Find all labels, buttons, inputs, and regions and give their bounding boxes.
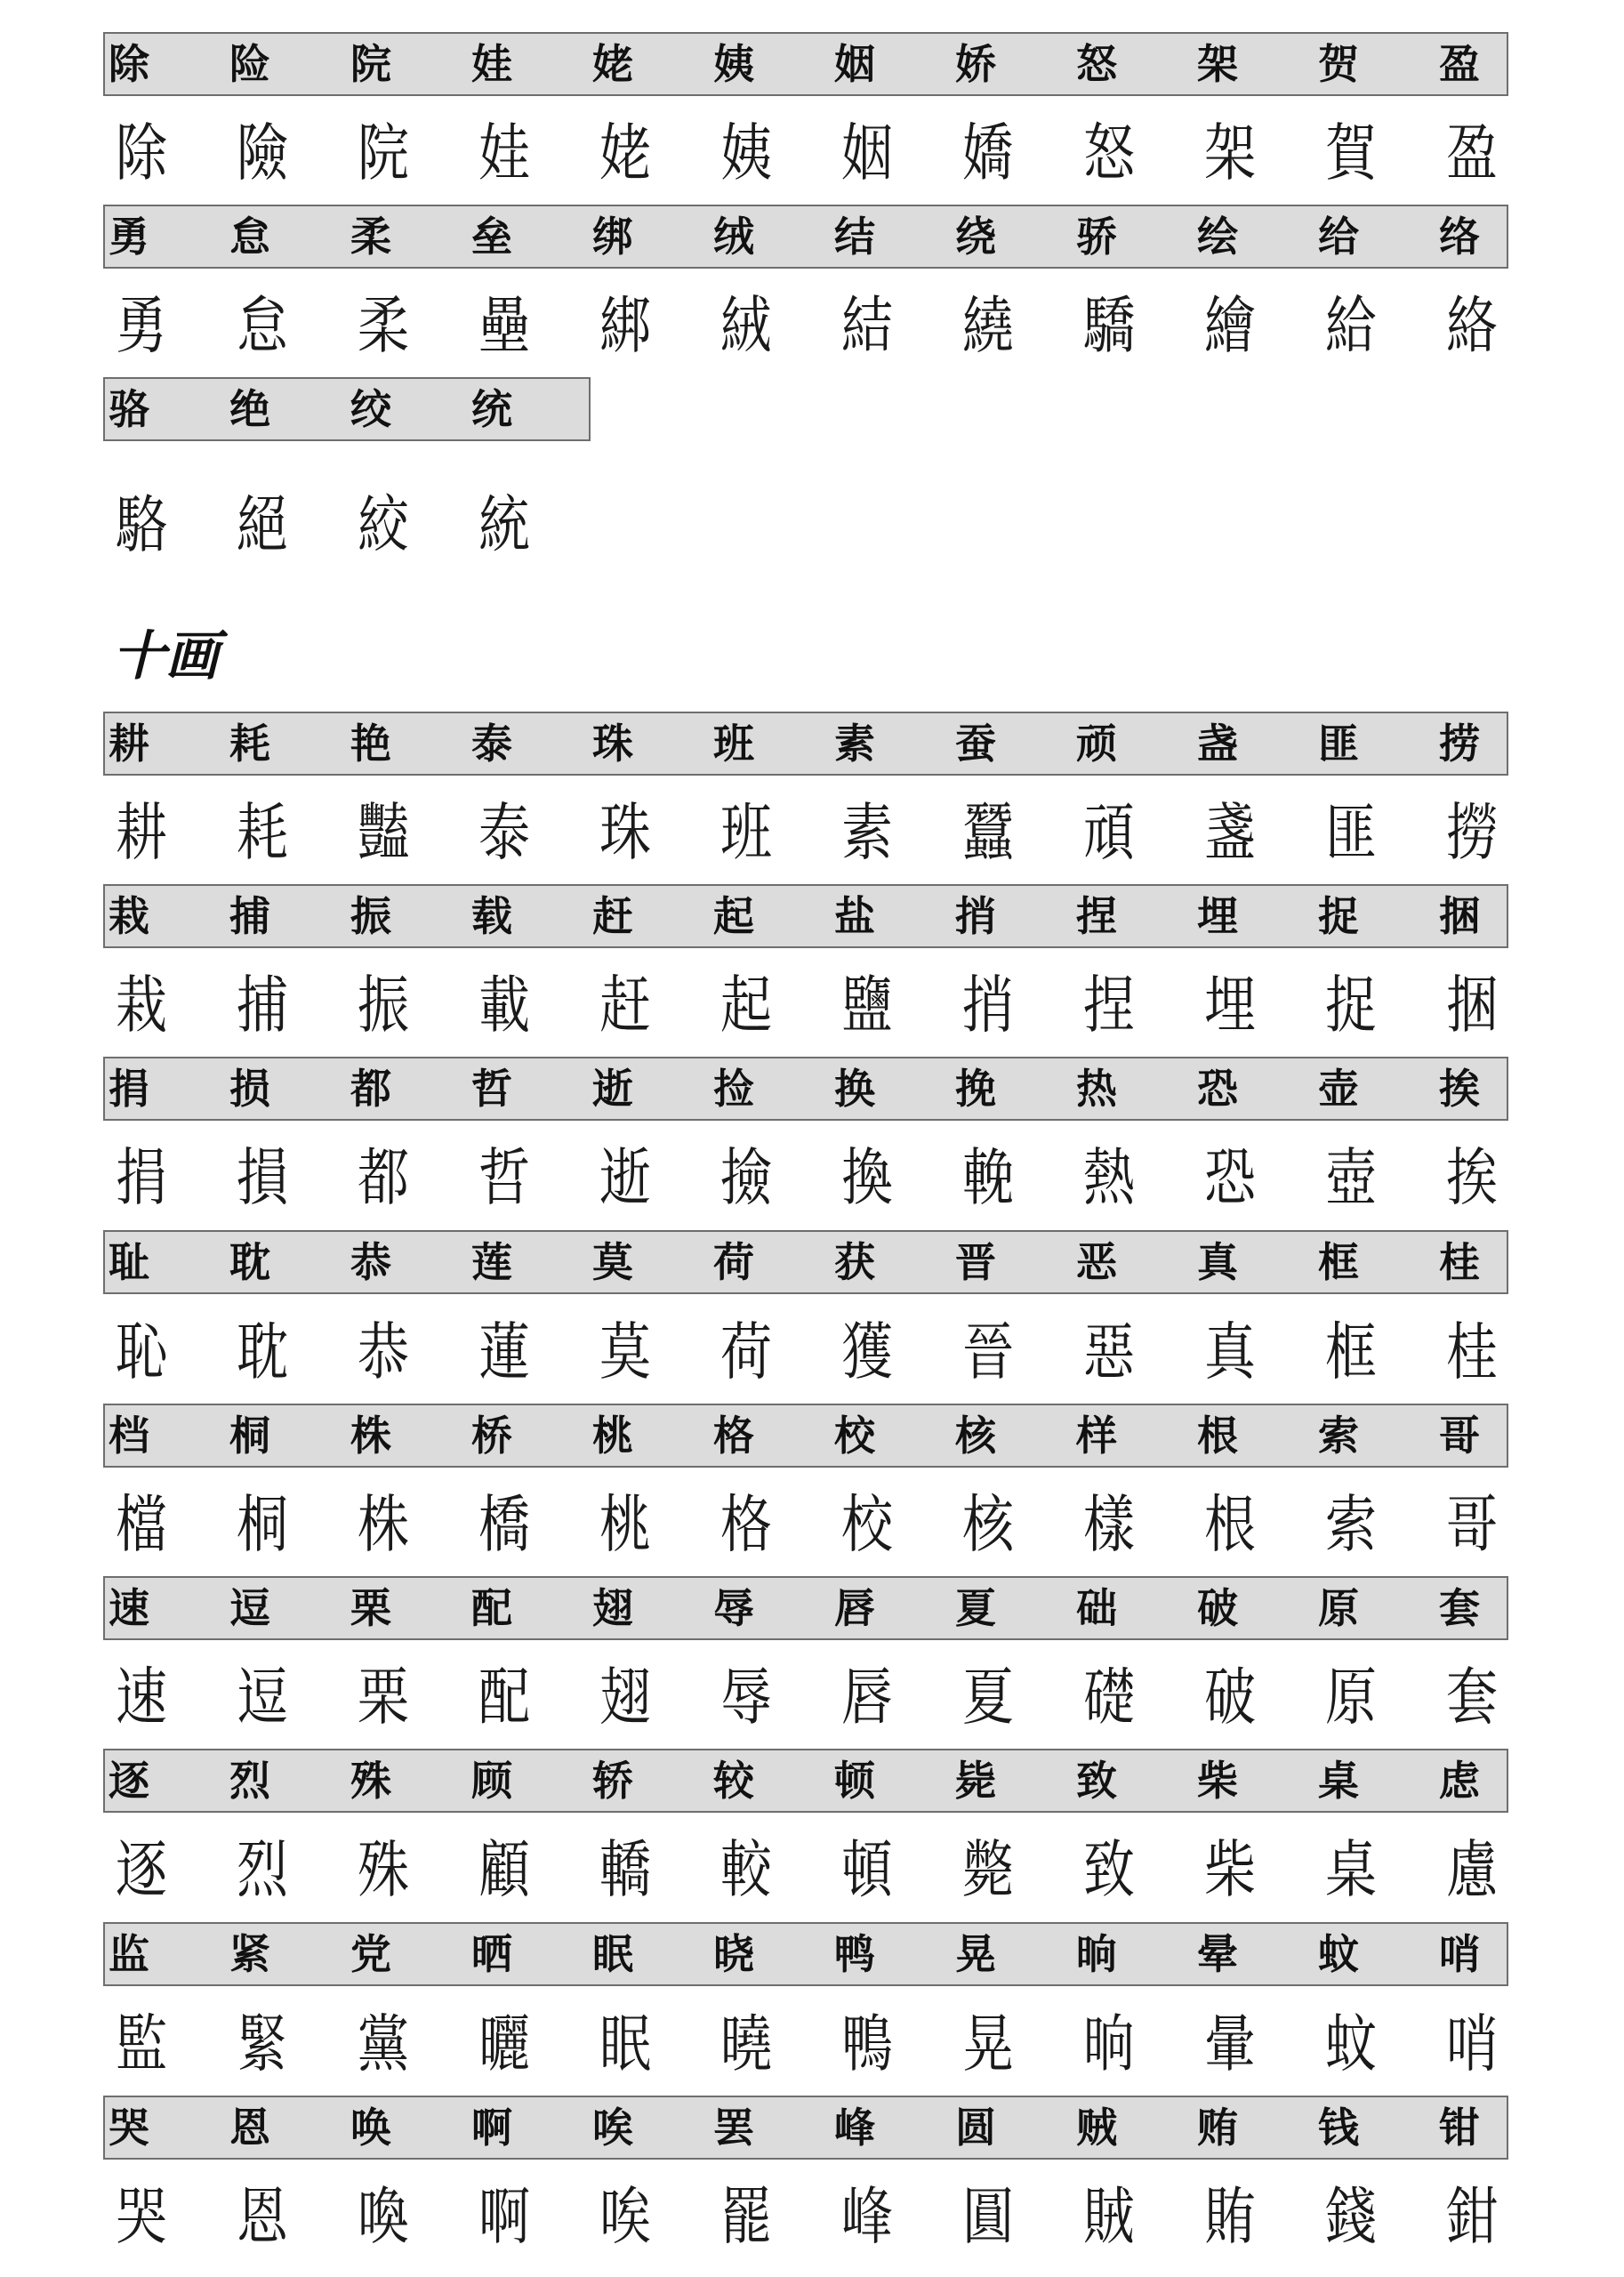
seal-script-character: 珠 [599, 796, 650, 869]
modern-character: 逝 [592, 1065, 633, 1113]
seal-script-row [103, 788, 1508, 877]
modern-character: 络 [1439, 213, 1480, 261]
modern-character: 绞 [350, 385, 391, 433]
seal-script-character: 翅 [599, 1661, 650, 1734]
seal-script-character: 罷 [720, 2180, 771, 2253]
modern-character: 恭 [350, 1238, 391, 1286]
seal-script-character: 柴 [1204, 1833, 1255, 1906]
modern-character: 娃 [471, 40, 512, 88]
modern-character: 怠 [229, 213, 270, 261]
seal-script-character: 索 [1325, 1488, 1376, 1561]
modern-character: 勇 [109, 213, 149, 261]
modern-character: 钳 [1439, 2104, 1480, 2152]
seal-script-character: 素 [841, 796, 892, 869]
seal-script-character: 勇 [116, 289, 166, 362]
modern-character: 素 [834, 720, 875, 768]
seal-script-row [103, 961, 1508, 1050]
character-header-row [103, 1057, 1508, 1121]
modern-character: 唇 [834, 1584, 875, 1632]
seal-script-character: 破 [1204, 1661, 1255, 1734]
modern-character: 格 [713, 1412, 754, 1460]
seal-script-character: 嬌 [962, 117, 1013, 189]
character-header-row [103, 2096, 1508, 2160]
modern-character: 紧 [229, 1930, 270, 1978]
modern-character: 烈 [229, 1757, 270, 1805]
modern-character: 顾 [471, 1757, 512, 1805]
seal-script-character: 恥 [116, 1316, 166, 1388]
modern-character: 原 [1318, 1584, 1359, 1632]
modern-character: 核 [955, 1412, 996, 1460]
character-header-row [103, 205, 1508, 269]
modern-character: 哭 [109, 2104, 149, 2152]
seal-script-character: 繞 [962, 289, 1013, 362]
seal-script-character: 逗 [237, 1661, 287, 1734]
seal-script-character: 栗 [358, 1661, 408, 1734]
modern-character: 监 [109, 1930, 149, 1978]
character-header-row [103, 377, 591, 441]
modern-character: 捆 [1439, 892, 1480, 940]
seal-script-character: 撈 [1446, 796, 1497, 869]
seal-script-character: 較 [720, 1833, 771, 1906]
modern-character: 获 [834, 1238, 875, 1286]
seal-script-character: 撿 [720, 1141, 771, 1214]
modern-character: 晌 [1076, 1930, 1117, 1978]
seal-script-character: 赶 [599, 969, 650, 1042]
seal-script-character: 樣 [1083, 1488, 1134, 1561]
modern-character: 蚊 [1318, 1930, 1359, 1978]
modern-character: 垒 [471, 213, 512, 261]
modern-character: 娇 [955, 40, 996, 88]
seal-script-character: 顧 [478, 1833, 529, 1906]
seal-script-character: 捎 [962, 969, 1013, 1042]
seal-script-character: 框 [1325, 1316, 1376, 1388]
seal-script-character: 株 [358, 1488, 408, 1561]
modern-character: 株 [350, 1412, 391, 1460]
modern-character: 桌 [1318, 1757, 1359, 1805]
seal-script-character: 挨 [1446, 1141, 1497, 1214]
modern-character: 鸭 [834, 1930, 875, 1978]
seal-script-character: 配 [478, 1661, 529, 1734]
modern-character: 顿 [834, 1757, 875, 1805]
modern-character: 起 [713, 892, 754, 940]
modern-character: 顽 [1076, 720, 1117, 768]
modern-character: 耽 [229, 1238, 270, 1286]
modern-character: 泰 [471, 720, 512, 768]
seal-script-character: 壘 [478, 289, 529, 362]
section-title: 十画 [112, 625, 219, 688]
modern-character: 班 [713, 720, 754, 768]
seal-script-character: 捐 [116, 1141, 166, 1214]
seal-script-character: 根 [1204, 1488, 1255, 1561]
seal-script-character: 絡 [1446, 289, 1497, 362]
modern-character: 档 [109, 1412, 149, 1460]
seal-script-character: 振 [358, 969, 408, 1042]
seal-script-character: 速 [116, 1661, 166, 1734]
modern-character: 逐 [109, 1757, 149, 1805]
modern-character: 捞 [1439, 720, 1480, 768]
seal-script-character: 怒 [1083, 117, 1134, 189]
character-header-row [103, 1576, 1508, 1640]
modern-character: 辱 [713, 1584, 754, 1632]
seal-script-character: 姥 [599, 117, 650, 189]
modern-character: 索 [1318, 1412, 1359, 1460]
modern-character: 姨 [713, 40, 754, 88]
modern-character: 绕 [955, 213, 996, 261]
seal-script-character: 唉 [599, 2180, 650, 2253]
seal-script-character: 套 [1446, 1661, 1497, 1734]
seal-script-character: 殊 [358, 1833, 408, 1906]
seal-script-character: 桌 [1325, 1833, 1376, 1906]
seal-script-row [103, 281, 1508, 370]
seal-script-character: 致 [1083, 1833, 1134, 1906]
modern-character: 翅 [592, 1584, 633, 1632]
seal-script-character: 頓 [841, 1833, 892, 1906]
seal-script-character: 起 [720, 969, 771, 1042]
seal-script-character: 損 [237, 1141, 287, 1214]
modern-character: 钱 [1318, 2104, 1359, 2152]
modern-character: 唉 [592, 2104, 633, 2152]
modern-character: 样 [1076, 1412, 1117, 1460]
modern-character: 捡 [713, 1065, 754, 1113]
modern-character: 破 [1197, 1584, 1238, 1632]
seal-script-character: 黨 [358, 2007, 408, 2080]
seal-script-character: 桂 [1446, 1316, 1497, 1388]
modern-character: 柔 [350, 213, 391, 261]
modern-character: 根 [1197, 1412, 1238, 1460]
modern-character: 姥 [592, 40, 633, 88]
modern-character: 贿 [1197, 2104, 1238, 2152]
modern-character: 绘 [1197, 213, 1238, 261]
modern-character: 挽 [955, 1065, 996, 1113]
seal-script-character: 班 [720, 796, 771, 869]
modern-character: 晒 [471, 1930, 512, 1978]
seal-script-character: 核 [962, 1488, 1013, 1561]
modern-character: 虑 [1439, 1757, 1480, 1805]
modern-character: 配 [471, 1584, 512, 1632]
seal-script-character: 駱 [116, 488, 166, 561]
seal-script-character: 監 [116, 2007, 166, 2080]
seal-script-character: 錢 [1325, 2180, 1376, 2253]
seal-script-character: 盞 [1204, 796, 1255, 869]
seal-script-character: 逝 [599, 1141, 650, 1214]
modern-character: 套 [1439, 1584, 1480, 1632]
seal-script-character: 頑 [1083, 796, 1134, 869]
modern-character: 哲 [471, 1065, 512, 1113]
seal-script-character: 捆 [1446, 969, 1497, 1042]
seal-script-character: 烈 [237, 1833, 287, 1906]
seal-script-character: 暈 [1204, 2007, 1255, 2080]
modern-character: 圆 [955, 2104, 996, 2152]
modern-character: 绝 [229, 385, 270, 433]
seal-script-character: 娃 [478, 117, 529, 189]
modern-character: 统 [471, 385, 512, 433]
seal-script-row [103, 1999, 1508, 2088]
character-header-row [103, 712, 1508, 776]
modern-character: 埋 [1197, 892, 1238, 940]
modern-character: 较 [713, 1757, 754, 1805]
seal-script-character: 結 [841, 289, 892, 362]
seal-script-row [103, 1825, 1508, 1914]
modern-character: 都 [350, 1065, 391, 1113]
modern-character: 恶 [1076, 1238, 1117, 1286]
seal-script-character: 險 [237, 117, 287, 189]
seal-script-character: 鹽 [841, 969, 892, 1042]
seal-script-character: 恐 [1204, 1141, 1255, 1214]
modern-character: 盐 [834, 892, 875, 940]
seal-script-character: 絞 [358, 488, 408, 561]
seal-script-character: 豔 [358, 796, 408, 869]
seal-script-character: 怠 [237, 289, 287, 362]
seal-script-character: 泰 [478, 796, 529, 869]
modern-character: 真 [1197, 1238, 1238, 1286]
seal-script-character: 蓮 [478, 1316, 529, 1388]
seal-script-character: 哲 [478, 1141, 529, 1214]
modern-character: 载 [471, 892, 512, 940]
modern-character: 绑 [592, 213, 633, 261]
seal-script-row [103, 1307, 1508, 1396]
modern-character: 莫 [592, 1238, 633, 1286]
seal-script-character: 院 [358, 117, 408, 189]
seal-script-character: 耽 [237, 1316, 287, 1388]
modern-character: 振 [350, 892, 391, 940]
modern-character: 恩 [229, 2104, 270, 2152]
seal-script-character: 橋 [478, 1488, 529, 1561]
seal-script-row [103, 1133, 1508, 1222]
modern-character: 贺 [1318, 40, 1359, 88]
seal-script-row [103, 1480, 1508, 1569]
modern-character: 晓 [713, 1930, 754, 1978]
seal-script-character: 惡 [1083, 1316, 1134, 1388]
seal-script-character: 斃 [962, 1833, 1013, 1906]
modern-character: 贼 [1076, 2104, 1117, 2152]
seal-script-character: 鉗 [1446, 2180, 1497, 2253]
modern-character: 捎 [955, 892, 996, 940]
modern-character: 轿 [592, 1757, 633, 1805]
seal-script-character: 蠶 [962, 796, 1013, 869]
seal-script-character: 捉 [1325, 969, 1376, 1042]
seal-script-character: 栽 [116, 969, 166, 1042]
modern-character: 桃 [592, 1412, 633, 1460]
modern-character: 匪 [1318, 720, 1359, 768]
modern-character: 哨 [1439, 1930, 1480, 1978]
seal-script-character: 哨 [1446, 2007, 1497, 2080]
seal-script-character: 蚊 [1325, 2007, 1376, 2080]
seal-script-character: 綁 [599, 289, 650, 362]
modern-character: 结 [834, 213, 875, 261]
modern-character: 耕 [109, 720, 149, 768]
seal-script-character: 柔 [358, 289, 408, 362]
seal-script-character: 匪 [1325, 796, 1376, 869]
seal-script-character: 晉 [962, 1316, 1013, 1388]
seal-script-character: 給 [1325, 289, 1376, 362]
seal-script-character: 鴨 [841, 2007, 892, 2080]
seal-script-character: 熱 [1083, 1141, 1134, 1214]
seal-script-character: 曬 [478, 2007, 529, 2080]
seal-script-character: 耕 [116, 796, 166, 869]
seal-script-character: 曉 [720, 2007, 771, 2080]
modern-character: 换 [834, 1065, 875, 1113]
modern-character: 珠 [592, 720, 633, 768]
modern-character: 啊 [471, 2104, 512, 2152]
seal-script-character: 眠 [599, 2007, 650, 2080]
modern-character: 殊 [350, 1757, 391, 1805]
modern-character: 栗 [350, 1584, 391, 1632]
seal-script-character: 峰 [841, 2180, 892, 2253]
seal-script-character: 埋 [1204, 969, 1255, 1042]
seal-script-character: 絨 [720, 289, 771, 362]
modern-character: 莲 [471, 1238, 512, 1286]
modern-character: 捏 [1076, 892, 1117, 940]
seal-script-character: 桃 [599, 1488, 650, 1561]
modern-character: 挨 [1439, 1065, 1480, 1113]
seal-script-character: 緊 [237, 2007, 287, 2080]
seal-script-character: 礎 [1083, 1661, 1134, 1734]
character-header-row [103, 32, 1508, 96]
seal-script-character: 啊 [478, 2180, 529, 2253]
seal-script-character: 捕 [237, 969, 287, 1042]
seal-script-character: 恩 [237, 2180, 287, 2253]
modern-character: 柴 [1197, 1757, 1238, 1805]
modern-character: 致 [1076, 1757, 1117, 1805]
character-header-row [103, 1749, 1508, 1813]
seal-script-character: 哭 [116, 2180, 166, 2253]
seal-script-character: 逐 [116, 1833, 166, 1906]
character-header-row [103, 1404, 1508, 1468]
seal-script-character: 賄 [1204, 2180, 1255, 2253]
seal-script-row [103, 1653, 1508, 1742]
seal-script-row [103, 480, 1508, 569]
modern-character: 校 [834, 1412, 875, 1460]
seal-script-character: 莫 [599, 1316, 650, 1388]
seal-script-character: 晌 [1083, 2007, 1134, 2080]
modern-character: 晕 [1197, 1930, 1238, 1978]
character-header-row [103, 1230, 1508, 1294]
modern-character: 捕 [229, 892, 270, 940]
seal-script-character: 壺 [1325, 1141, 1376, 1214]
modern-character: 桥 [471, 1412, 512, 1460]
modern-character: 恐 [1197, 1065, 1238, 1113]
modern-character: 热 [1076, 1065, 1117, 1113]
modern-character: 绒 [713, 213, 754, 261]
modern-character: 捉 [1318, 892, 1359, 940]
seal-script-row [103, 2172, 1508, 2261]
seal-script-character: 真 [1204, 1316, 1255, 1388]
modern-character: 艳 [350, 720, 391, 768]
seal-script-character: 轎 [599, 1833, 650, 1906]
seal-script-character: 耗 [237, 796, 287, 869]
seal-script-character: 輓 [962, 1141, 1013, 1214]
seal-script-character: 盈 [1446, 117, 1497, 189]
modern-character: 荷 [713, 1238, 754, 1286]
modern-character: 速 [109, 1584, 149, 1632]
seal-script-character: 夏 [962, 1661, 1013, 1734]
seal-script-character: 辱 [720, 1661, 771, 1734]
modern-character: 赶 [592, 892, 633, 940]
seal-script-character: 統 [478, 488, 529, 561]
modern-character: 院 [350, 40, 391, 88]
seal-script-row [103, 109, 1508, 197]
modern-character: 盈 [1439, 40, 1480, 88]
seal-script-character: 校 [841, 1488, 892, 1561]
seal-script-character: 圓 [962, 2180, 1013, 2253]
modern-character: 夏 [955, 1584, 996, 1632]
modern-character: 毙 [955, 1757, 996, 1805]
modern-character: 唤 [350, 2104, 391, 2152]
modern-character: 峰 [834, 2104, 875, 2152]
modern-character: 耗 [229, 720, 270, 768]
seal-script-character: 姨 [720, 117, 771, 189]
modern-character: 损 [229, 1065, 270, 1113]
seal-script-character: 荷 [720, 1316, 771, 1388]
modern-character: 给 [1318, 213, 1359, 261]
seal-script-character: 除 [116, 117, 166, 189]
seal-script-character: 賊 [1083, 2180, 1134, 2253]
seal-script-character: 賀 [1325, 117, 1376, 189]
seal-script-character: 驕 [1083, 289, 1134, 362]
modern-character: 哥 [1439, 1412, 1480, 1460]
modern-character: 耻 [109, 1238, 149, 1286]
modern-character: 壶 [1318, 1065, 1359, 1113]
modern-character: 罢 [713, 2104, 754, 2152]
modern-character: 姻 [834, 40, 875, 88]
seal-script-character: 原 [1325, 1661, 1376, 1734]
modern-character: 础 [1076, 1584, 1117, 1632]
modern-character: 晃 [955, 1930, 996, 1978]
modern-character: 桂 [1439, 1238, 1480, 1286]
modern-character: 怒 [1076, 40, 1117, 88]
seal-script-character: 載 [478, 969, 529, 1042]
seal-script-character: 架 [1204, 117, 1255, 189]
modern-character: 捐 [109, 1065, 149, 1113]
seal-script-character: 姻 [841, 117, 892, 189]
modern-character: 盏 [1197, 720, 1238, 768]
seal-script-character: 唇 [841, 1661, 892, 1734]
seal-script-character: 換 [841, 1141, 892, 1214]
character-header-row [103, 884, 1508, 948]
seal-script-character: 檔 [116, 1488, 166, 1561]
seal-script-character: 絕 [237, 488, 287, 561]
modern-character: 桐 [229, 1412, 270, 1460]
seal-script-character: 獲 [841, 1316, 892, 1388]
seal-script-character: 桐 [237, 1488, 287, 1561]
modern-character: 党 [350, 1930, 391, 1978]
modern-character: 骆 [109, 385, 149, 433]
seal-script-character: 喚 [358, 2180, 408, 2253]
seal-script-character: 慮 [1446, 1833, 1497, 1906]
modern-character: 除 [109, 40, 149, 88]
seal-script-character: 格 [720, 1488, 771, 1561]
seal-script-character: 都 [358, 1141, 408, 1214]
character-header-row [103, 1922, 1508, 1986]
modern-character: 栽 [109, 892, 149, 940]
modern-character: 架 [1197, 40, 1238, 88]
modern-character: 眠 [592, 1930, 633, 1978]
modern-character: 逗 [229, 1584, 270, 1632]
seal-script-character: 捏 [1083, 969, 1134, 1042]
seal-script-character: 繪 [1204, 289, 1255, 362]
seal-script-character: 晃 [962, 2007, 1013, 2080]
modern-character: 骄 [1076, 213, 1117, 261]
seal-script-character: 哥 [1446, 1488, 1497, 1561]
seal-script-character: 恭 [358, 1316, 408, 1388]
modern-character: 蚕 [955, 720, 996, 768]
modern-character: 晋 [955, 1238, 996, 1286]
modern-character: 险 [229, 40, 270, 88]
modern-character: 框 [1318, 1238, 1359, 1286]
